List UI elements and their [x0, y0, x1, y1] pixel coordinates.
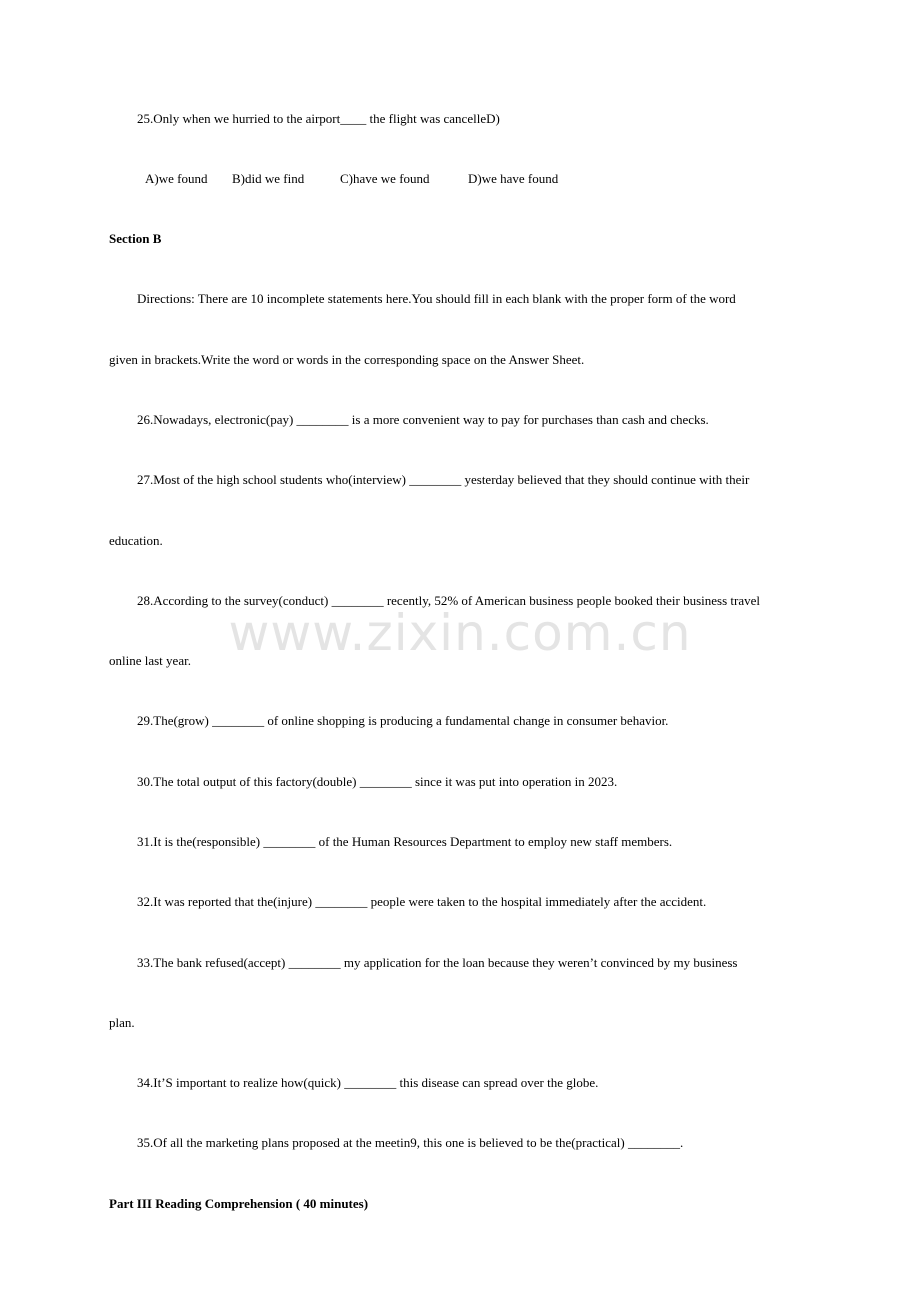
option-d: D)we have found: [468, 171, 559, 186]
question-25-stem: 25.Only when we hurried to the airport____ the flight was cancelleD): [137, 111, 500, 126]
question-29: 29.The(grow) ________ of online shopping is producing a fundamental change in consumer behavior.: [137, 713, 669, 728]
question-27: 27.Most of the high school students who(interview) ________ yesterday believed that they should continue with their: [137, 472, 750, 487]
directions-line-1: Directions: There are 10 incomplete statements here.You should fill in each blank with the proper form of the word: [137, 291, 736, 306]
question-35: 35.Of all the marketing plans proposed at the meetin9, this one is believed to be the(practical) ________.: [137, 1135, 684, 1150]
question-26: 26.Nowadays, electronic(pay) ________ is a more convenient way to pay for purchases than cash and checks.: [137, 412, 709, 427]
question-30: 30.The total output of this factory(double) ________ since it was put into operation in 2023.: [137, 774, 618, 789]
option-c: C)have we found: [340, 171, 430, 186]
question-27-continued: education.: [109, 533, 163, 548]
question-28: 28.According to the survey(conduct) ________ recently, 52% of American business people booked their business travel: [137, 593, 760, 608]
question-31: 31.It is the(responsible) ________ of the Human Resources Department to employ new staff members.: [137, 834, 673, 849]
question-32: 32.It was reported that the(injure) ________ people were taken to the hospital immediately after the accident.: [137, 894, 707, 909]
watermark: www.zixin.com.cn: [228, 604, 692, 662]
question-33: 33.The bank refused(accept) ________ my application for the loan because they weren’t convinced by my business: [137, 955, 738, 970]
part-3-heading: Part III Reading Comprehension ( 40 minutes): [109, 1196, 369, 1211]
question-33-continued: plan.: [109, 1015, 135, 1030]
option-a: A)we found: [145, 171, 208, 186]
question-28-continued: online last year.: [109, 653, 191, 668]
option-b: B)did we find: [232, 171, 305, 186]
directions-line-2: given in brackets.Write the word or words in the corresponding space on the Answer Sheet.: [109, 352, 585, 367]
question-34: 34.It’S important to realize how(quick) ________ this disease can spread over the globe.: [137, 1075, 599, 1090]
section-b-heading: Section B: [109, 231, 162, 246]
